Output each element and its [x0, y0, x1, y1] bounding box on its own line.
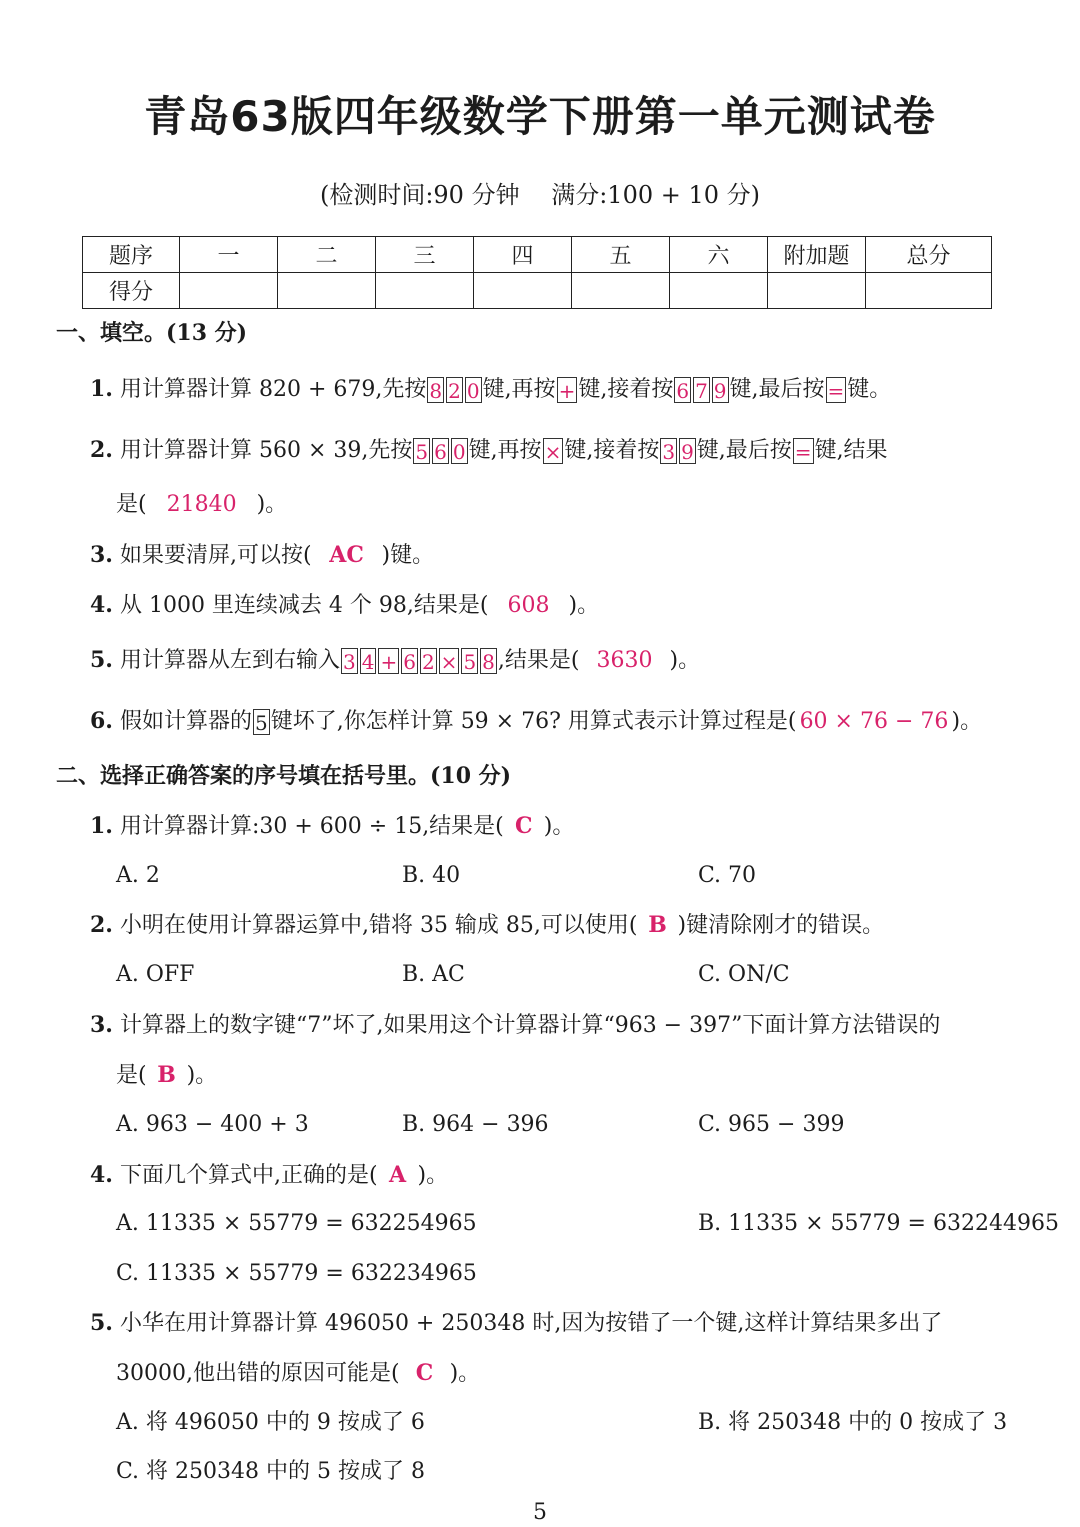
score-input-cell[interactable]: [180, 273, 278, 309]
score-table: [82, 236, 992, 309]
question-text: 键坏了,你怎样计算 59 × 76? 用算式表示计算过程是(: [270, 709, 797, 734]
key-4: 4: [361, 650, 375, 674]
answer-blank[interactable]: 608: [507, 593, 550, 618]
answer-blank[interactable]: 3630: [596, 648, 653, 673]
option-b[interactable]: B. AC: [402, 962, 465, 987]
option-a[interactable]: A. 2: [116, 863, 160, 888]
option-a[interactable]: A. 将 496050 中的 9 按成了 6: [116, 1410, 425, 1435]
answer-blank[interactable]: A: [389, 1162, 407, 1188]
question-number: 6.: [90, 708, 113, 734]
question-text: )。: [186, 1063, 218, 1088]
question-text: 键,再按: [482, 377, 556, 402]
question-text: )键清除刚才的错误。: [677, 913, 885, 938]
page-title: 青岛63版四年级数学下册第一单元测试卷: [144, 92, 936, 141]
question-number: 2.: [90, 912, 113, 938]
exam-info: (检测时间:90 分钟 满分:100 + 10 分): [319, 181, 761, 209]
key-3: 3: [342, 650, 356, 674]
score-input-cell[interactable]: [278, 273, 376, 309]
s2-question-3-cont: [116, 1060, 217, 1091]
question-number: 3.: [90, 1012, 113, 1038]
s2-question-3: [90, 1010, 940, 1041]
score-header-cell: 五: [572, 237, 670, 273]
question-number: 2.: [90, 437, 113, 463]
question-text: )。: [568, 593, 600, 618]
s2-question-1: [90, 811, 574, 842]
s1-question-6: [90, 706, 982, 737]
option-a[interactable]: A. 963 − 400 + 3: [116, 1112, 309, 1137]
score-header-cell: 三: [376, 237, 474, 273]
question-text: 计算器上的数字键“7”坏了,如果用这个计算器计算“963 − 397”下面计算方法错误的: [112, 1013, 941, 1038]
score-table-header-row: [83, 237, 992, 273]
score-input-cell[interactable]: [572, 273, 670, 309]
question-text: 键,再按: [468, 438, 542, 463]
question-text: 键,最后按: [729, 377, 825, 402]
section1-heading: 一、填空。(13 分): [56, 320, 248, 346]
question-text: )。: [417, 1163, 449, 1188]
question-text: )。: [256, 492, 288, 517]
key-equals: =: [794, 440, 812, 464]
option-b[interactable]: B. 11335 × 55779 = 632244965: [698, 1211, 1059, 1236]
section2-heading: 二、选择正确答案的序号填在括号里。(10 分): [56, 763, 512, 789]
s2-question-2: [90, 910, 884, 941]
s1-question-4: [90, 590, 599, 621]
key-equals: =: [827, 379, 845, 403]
question-number: 1.: [90, 813, 113, 839]
question-text: 小明在使用计算器运算中,错将 35 输成 85,可以使用(: [112, 913, 638, 938]
s2-question-4: [90, 1160, 448, 1191]
question-text: 是(: [116, 492, 147, 517]
s1-question-3: [90, 540, 434, 571]
key-5: 5: [254, 711, 268, 735]
question-number: 5.: [90, 647, 113, 673]
score-header-cell: 四: [474, 237, 572, 273]
question-text: 键,接着按: [564, 438, 660, 463]
key-times: ×: [544, 440, 562, 464]
question-text: 下面几个算式中,正确的是(: [112, 1163, 378, 1188]
score-header-cell: 题序: [83, 237, 180, 273]
option-c[interactable]: C. 965 − 399: [698, 1112, 845, 1137]
score-header-cell: 二: [278, 237, 376, 273]
question-text: )。: [449, 1361, 481, 1386]
page-number: 5: [533, 1500, 547, 1525]
key-5: 5: [415, 440, 429, 464]
s2-question-5-cont: [116, 1358, 480, 1389]
option-c[interactable]: C. 将 250348 中的 5 按成了 8: [116, 1459, 425, 1484]
question-number: 5.: [90, 1310, 113, 1336]
key-7: 7: [695, 379, 708, 403]
key-9: 9: [681, 440, 694, 464]
question-text: 用计算器计算:30 + 600 ÷ 15,结果是(: [112, 814, 504, 839]
option-a[interactable]: A. OFF: [116, 962, 195, 987]
score-header-cell: 总分: [866, 237, 992, 273]
key-6: 6: [403, 650, 416, 674]
score-input-cell[interactable]: [866, 273, 992, 309]
question-text: 键,结果: [814, 438, 888, 463]
option-a[interactable]: A. 11335 × 55779 = 632254965: [116, 1211, 477, 1236]
question-text: 键,最后按: [696, 438, 792, 463]
score-row-label: 得分: [83, 273, 180, 309]
key-9: 9: [713, 379, 727, 403]
question-text: )键。: [381, 543, 435, 568]
option-b[interactable]: B. 964 − 396: [402, 1112, 549, 1137]
option-b[interactable]: B. 40: [402, 863, 461, 888]
answer-blank[interactable]: C: [415, 1360, 434, 1386]
s2-question-5: [90, 1308, 942, 1339]
key-3: 3: [662, 440, 676, 464]
question-number: 3.: [90, 542, 113, 568]
s1-question-5: [90, 645, 700, 676]
key-2: 2: [448, 379, 461, 403]
score-input-cell[interactable]: [474, 273, 572, 309]
question-text: 键,接着按: [578, 377, 674, 402]
question-text: 是(: [116, 1063, 147, 1088]
score-input-cell[interactable]: [768, 273, 866, 309]
option-c[interactable]: C. 11335 × 55779 = 632234965: [116, 1261, 477, 1286]
question-text: )。: [951, 709, 983, 734]
question-text: 假如计算器的: [112, 709, 252, 734]
question-text: )。: [669, 648, 701, 673]
score-table-score-row: [83, 273, 992, 309]
answer-blank[interactable]: AC: [329, 542, 364, 568]
key-8: 8: [429, 379, 443, 403]
score-header-cell: 六: [670, 237, 768, 273]
key-5: 5: [463, 650, 477, 674]
question-number: 4.: [90, 592, 113, 618]
question-text: 键。: [847, 377, 892, 402]
key-6: 6: [676, 379, 690, 403]
score-header-cell: 附加题: [768, 237, 866, 273]
key-times: ×: [440, 650, 458, 674]
s1-question-1: [90, 374, 891, 405]
question-text: 30000,他出错的原因可能是(: [116, 1361, 400, 1386]
s1-question-2-cont: [116, 490, 287, 520]
question-number: 4.: [90, 1162, 113, 1188]
question-number: 1.: [90, 376, 113, 402]
answer-blank[interactable]: B: [648, 912, 667, 938]
score-input-cell[interactable]: [670, 273, 768, 309]
key-0: 0: [466, 379, 480, 403]
key-2: 2: [421, 650, 435, 674]
key-6: 6: [434, 440, 447, 464]
s1-question-2: [90, 435, 888, 466]
question-text: 用计算器从左到右输入: [112, 648, 340, 673]
option-c[interactable]: C. 70: [698, 863, 757, 888]
answer-blank[interactable]: C: [515, 813, 533, 839]
answer-blank[interactable]: 21840: [166, 492, 237, 517]
question-text: 用计算器计算 820 + 679,先按: [112, 377, 427, 402]
score-input-cell[interactable]: [376, 273, 474, 309]
answer-blank[interactable]: B: [157, 1062, 176, 1088]
question-text: 小华在用计算器计算 496050 + 250348 时,因为按错了一个键,这样计算结果多出了: [112, 1311, 943, 1336]
key-8: 8: [482, 650, 495, 674]
question-text: ,结果是(: [497, 648, 580, 673]
option-c[interactable]: C. ON/C: [698, 962, 790, 987]
question-text: 从 1000 里连续减去 4 个 98,结果是(: [112, 593, 489, 618]
question-text: 用计算器计算 560 × 39,先按: [112, 438, 413, 463]
answer-blank[interactable]: 60 × 76 − 76: [799, 709, 949, 734]
key-0: 0: [452, 440, 466, 464]
key-plus: +: [380, 650, 398, 674]
question-text: )。: [543, 814, 575, 839]
key-plus: +: [558, 379, 576, 403]
score-header-cell: 一: [180, 237, 278, 273]
question-text: 如果要清屏,可以按(: [112, 543, 312, 568]
option-b[interactable]: B. 将 250348 中的 0 按成了 3: [698, 1410, 1008, 1435]
